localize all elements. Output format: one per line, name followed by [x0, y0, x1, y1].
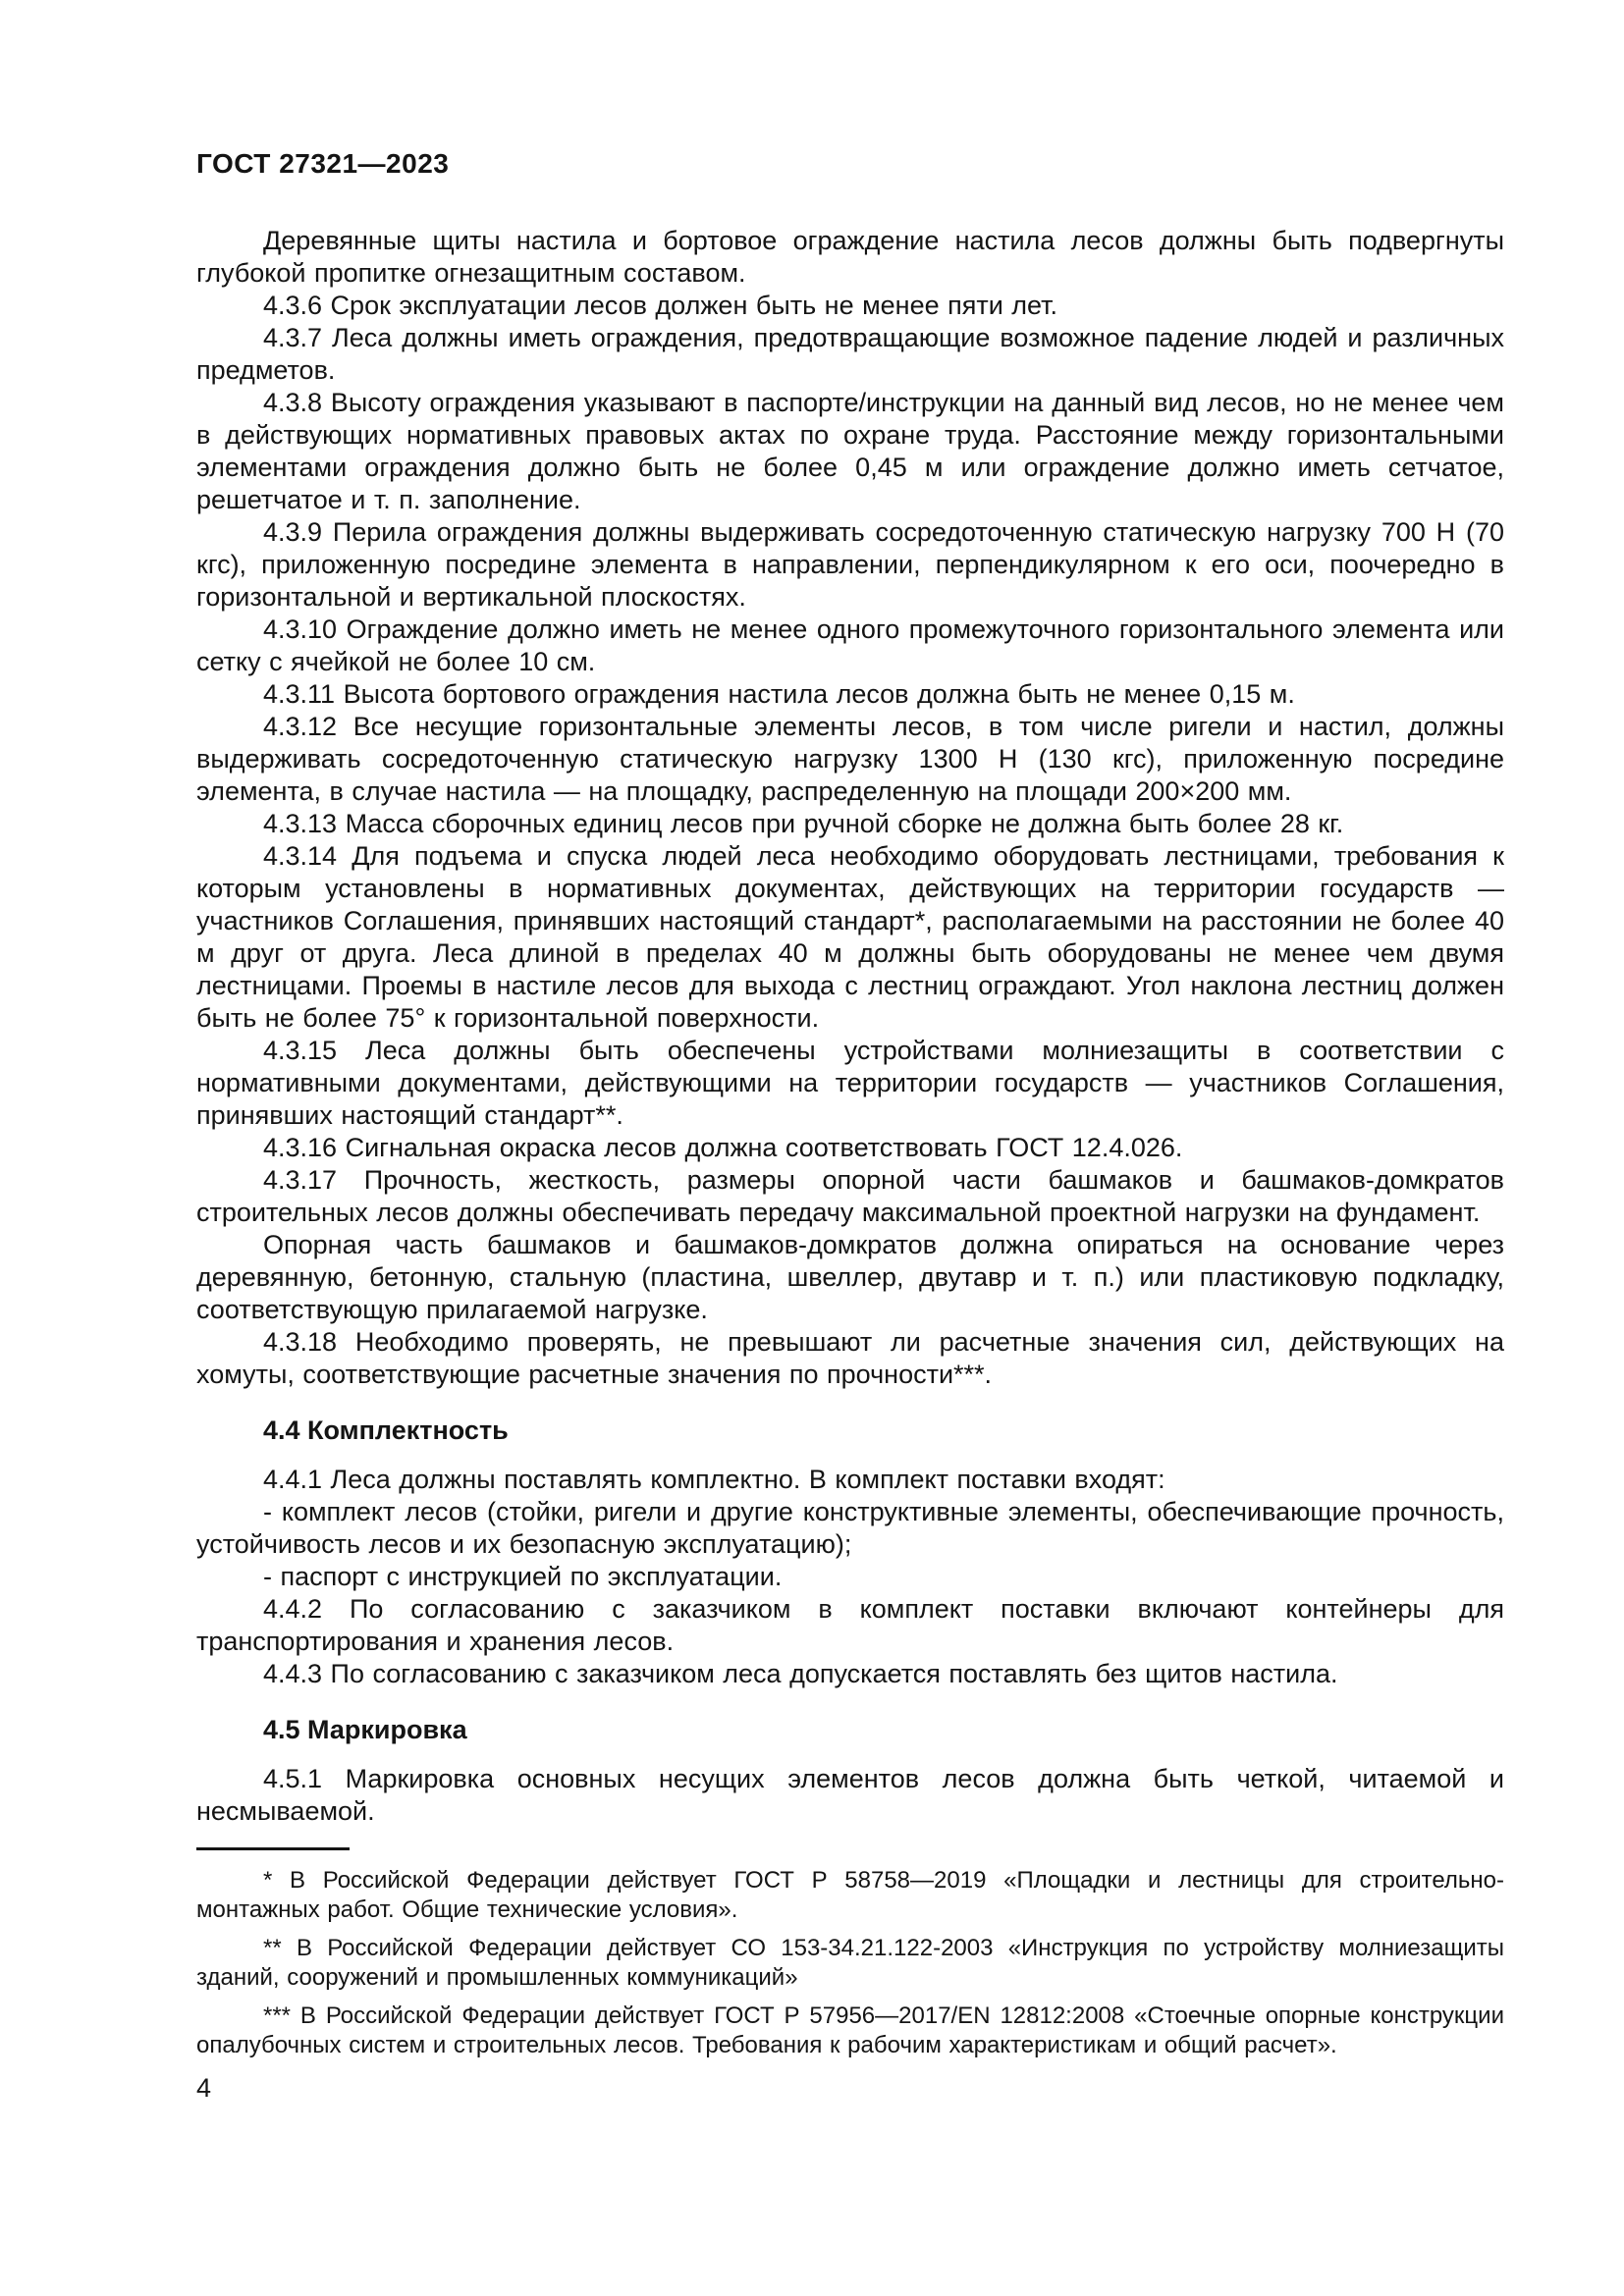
section-heading-4-4: 4.4 Комплектность: [263, 1415, 509, 1445]
footnote-separator-rule: [196, 1847, 350, 1850]
page-number: 4: [196, 2073, 212, 2103]
clause-4-3-17: 4.3.17 Прочность, жесткость, размеры опорной части башмаков и башмаков-домкратов строительных лесов должны обеспечивать передачу максимальной проектной нагрузки на фундамент.: [196, 1165, 1504, 1227]
section-heading-4-5: 4.5 Маркировка: [263, 1715, 467, 1744]
clause-4-5-1: 4.5.1 Маркировка основных несущих элементов лесов должна быть четкой, читаемой и несмываемой.: [196, 1764, 1504, 1826]
footnotes-block: [196, 1847, 1504, 2060]
doc-number-header: ГОСТ 27321—2023: [196, 148, 450, 179]
clause-4-3-10: 4.3.10 Ограждение должно иметь не менее одного промежуточного горизонтального элемента или сетку с ячейкой не более 10 см.: [196, 614, 1504, 676]
document-body: [196, 225, 1504, 1828]
list-item-kit: - комплект лесов (стойки, ригели и другие конструктивные элементы, обеспечивающие прочность, устойчивость лесов и их безопасную эксплуатацию);: [196, 1497, 1504, 1559]
footnote-3: *** В Российской Федерации действует ГОСТ Р 57956—2017/EN 12812:2008 «Стоечные опорные конструкции опалубочных систем и строительных лесов. Требования к рабочим характеристикам и общий расчет».: [196, 2002, 1504, 2058]
footnote-1: * В Российской Федерации действует ГОСТ Р 58758—2019 «Площадки и лестницы для строительно-монтажных работ. Общие технические условия».: [196, 1867, 1504, 1923]
clause-4-3-9: 4.3.9 Перила ограждения должны выдерживать сосредоточенную статическую нагрузку 700 Н (70 кгс), приложенную посредине элемента в направлении, перпендикулярном к его оси, поочередно в горизонтальной и вертикальной плоскостях.: [196, 517, 1504, 612]
clause-4-3-18: 4.3.18 Необходимо проверять, не превышают ли расчетные значения сил, действующих на хомуты, соответствующие расчетные значения по прочности***.: [196, 1327, 1504, 1389]
clause-4-3-8: 4.3.8 Высоту ограждения указывают в паспорте/инструкции на данный вид лесов, но не менее чем в действующих нормативных правовых актах по охране труда. Расстояние между горизонтальными элементами ограждения должно быть не более 0,45 м или ограждение должно иметь сетчатое, решетчатое и т. п. заполнение.: [196, 388, 1504, 514]
footnote-2: ** В Российской Федерации действует СО 153-34.21.122-2003 «Инструкция по устройству молниезащиты зданий, сооружений и промышленных коммуникаций»: [196, 1935, 1504, 1991]
clause-4-4-2: 4.4.2 По согласованию с заказчиком в комплект поставки включают контейнеры для транспортирования и хранения лесов.: [196, 1594, 1504, 1656]
clause-4-3-6: 4.3.6 Срок эксплуатации лесов должен быть не менее пяти лет.: [263, 291, 1058, 320]
clause-4-3-11: 4.3.11 Высота бортового ограждения настила лесов должна быть не менее 0,15 м.: [263, 679, 1295, 709]
clause-4-3-14: 4.3.14 Для подъема и спуска людей леса необходимо оборудовать лестницами, требования к которым установлены в нормативных документах, действующих на территории государств — участников Соглашения, принявших настоящий стандарт*, располагаемыми на расстоянии не более 40 м друг от друга. Леса длиной в пределах 40 м должны быть оборудованы не менее чем двумя лестницами. Проемы в настиле лесов для выхода с лестниц ограждают. Угол наклона лестниц должен быть не более 75° к горизонтальной поверхности.: [196, 841, 1504, 1033]
clause-4-3-17-continued: Опорная часть башмаков и башмаков-домкратов должна опираться на основание через деревянную, бетонную, стальную (пластина, швеллер, двутавр и т. п.) или пластиковую подкладку, соответствующую прилагаемой нагрузке.: [196, 1230, 1504, 1324]
page-content: [196, 147, 1504, 2105]
clause-4-3-15: 4.3.15 Леса должны быть обеспечены устройствами молниезащиты в соответствии с нормативными документами, действующими на территории государств — участников Соглашения, принявших настоящий стандарт**.: [196, 1036, 1504, 1130]
clause-4-3-13: 4.3.13 Масса сборочных единиц лесов при ручной сборке не должна быть более 28 кг.: [263, 809, 1344, 838]
clause-4-4-1: 4.4.1 Леса должны поставлять комплектно. В комплект поставки входят:: [263, 1465, 1165, 1494]
clause-4-4-3: 4.4.3 По согласованию с заказчиком леса допускается поставлять без щитов настила.: [263, 1659, 1338, 1688]
clause-4-3-7: 4.3.7 Леса должны иметь ограждения, предотвращающие возможное падение людей и различных предметов.: [196, 323, 1504, 385]
clause-4-3-16: 4.3.16 Сигнальная окраска лесов должна соответствовать ГОСТ 12.4.026.: [263, 1133, 1183, 1162]
clause-4-3-12: 4.3.12 Все несущие горизонтальные элементы лесов, в том числе ригели и настил, должны выдерживать сосредоточенную статическую нагрузку 1300 Н (130 кгс), приложенную посредине элемента, в случае настила — на площадку, распределенную на площади 200×200 мм.: [196, 712, 1504, 806]
list-item-passport: - паспорт с инструкцией по эксплуатации.: [263, 1562, 783, 1591]
paragraph-intro: Деревянные щиты настила и бортовое ограждение настила лесов должны быть подвергнуты глубокой пропитке огнезащитным составом.: [196, 226, 1504, 288]
